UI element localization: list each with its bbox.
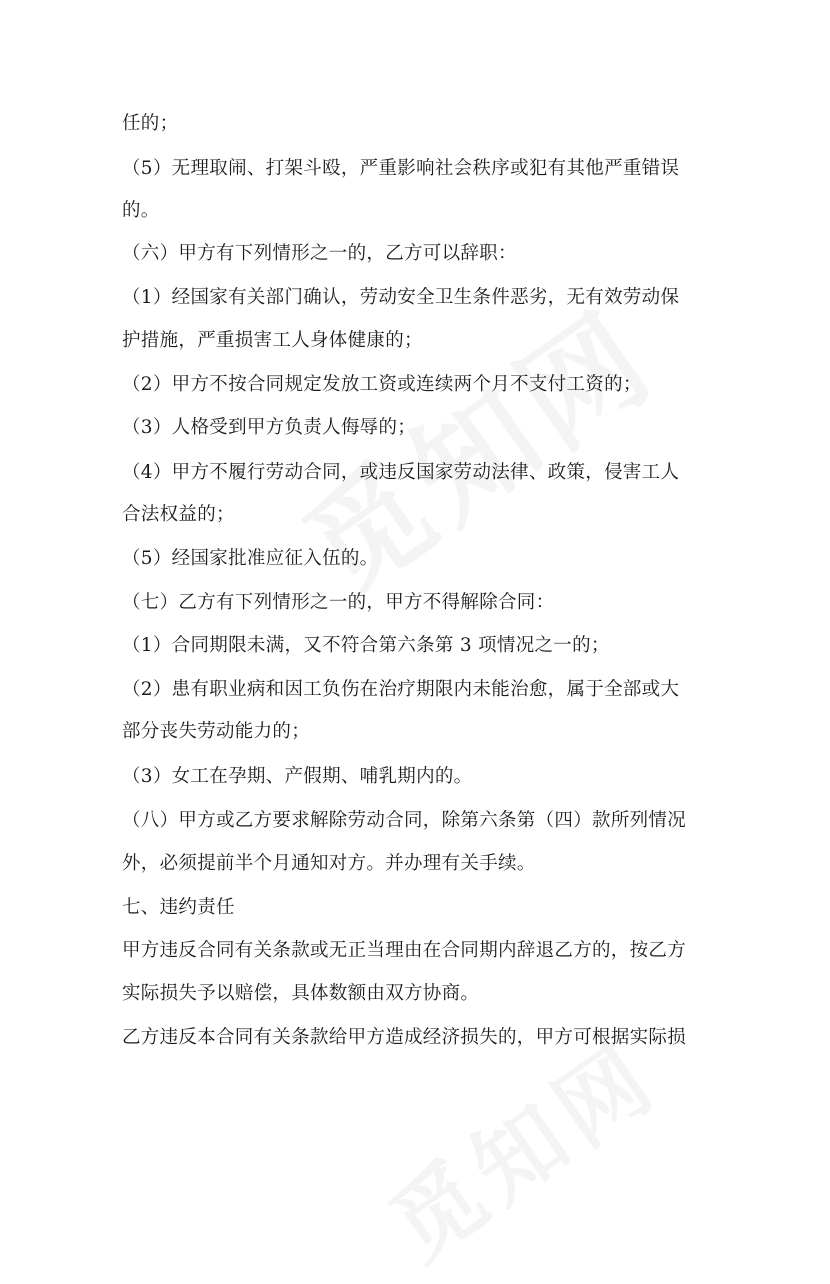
text-line: 合法权益的； — [122, 504, 235, 525]
text-line: （1）合同期限未满，又不符合第六条第 3 项情况之一的； — [122, 635, 610, 656]
text-line: 部分丧失劳动能力的； — [122, 721, 311, 742]
text-line: 任的； — [122, 113, 179, 134]
text-line: 甲方违反合同有关条款或无正当理由在合同期内辞退乙方的，按乙方 — [122, 940, 687, 961]
text-line: （2）甲方不按合同规定发放工资或连续两个月不支付工资的； — [122, 374, 642, 395]
text-line: 外，必须提前半个月通知对方。并办理有关手续。 — [122, 853, 536, 874]
section-heading: （七）乙方有下列情形之一的，甲方不得解除合同： — [122, 592, 555, 613]
text-line: 实际损失予以赔偿，具体数额由双方协商。 — [122, 983, 480, 1004]
section-heading: （六）甲方有下列情形之一的，乙方可以辞职： — [122, 243, 517, 264]
text-line: （4）甲方不履行劳动合同，或违反国家劳动法律、政策，侵害工人 — [122, 462, 680, 483]
text-line: 乙方违反本合同有关条款给甲方造成经济损失的，甲方可根据实际损 — [122, 1027, 687, 1048]
text-line: （1）经国家有关部门确认，劳动安全卫生条件恶劣，无有效劳动保 — [122, 287, 680, 308]
watermark — [266, 264, 684, 629]
text-line: （5）经国家批准应征入伍的。 — [122, 548, 379, 569]
text-line: 护措施，严重损害工人身体健康的； — [122, 330, 423, 351]
text-line: （3）人格受到甲方负责人侮辱的； — [122, 417, 417, 438]
text-line: （3）女工在孕期、产假期、哺乳期内的。 — [122, 766, 473, 787]
text-line: （2）患有职业病和因工负伤在治疗期限内未能治愈，属于全部或大 — [122, 679, 680, 700]
section-heading: （八）甲方或乙方要求解除劳动合同，除第六条第（四）款所列情况 — [122, 810, 687, 831]
text-line: 的。 — [122, 200, 160, 221]
chapter-heading: 七、违约责任 — [122, 897, 235, 918]
text-line: （5）无理取闹、打架斗殴，严重影响社会秩序或犯有其他严重错误 — [122, 158, 680, 179]
